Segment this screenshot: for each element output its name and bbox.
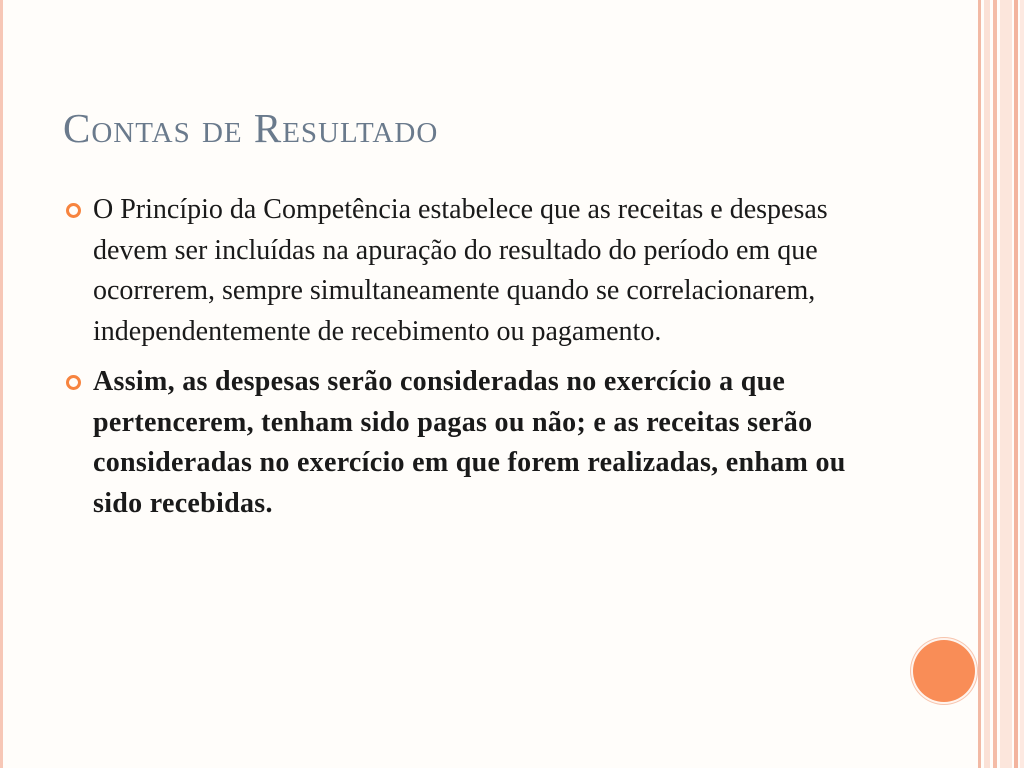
right-stripe	[993, 0, 997, 768]
bullet-list	[66, 190, 856, 534]
right-stripe	[1020, 0, 1024, 768]
bullet-circle-icon	[66, 375, 81, 390]
right-stripe	[1000, 0, 1012, 768]
right-stripe	[1014, 0, 1018, 768]
bullet-item	[66, 190, 856, 352]
bullet-text: O Princípio da Competência estabelece que as receitas e despesas devem ser incluídas na apuração do resultado do período em que ocorrerem, sempre simultaneamente quando se correlacionarem, independentemente de recebimento ou pagamento.	[93, 194, 828, 347]
bullet-text: Assim, as despesas serão consideradas no exercício a que pertencerem, tenham sido pagas ou não; e as receitas serão consideradas no exercício em que forem realizadas, enham ou sido recebidas.	[93, 366, 846, 519]
right-stripe	[984, 0, 990, 768]
bullet-item	[66, 362, 856, 524]
left-border-line	[0, 0, 3, 768]
right-stripe	[978, 0, 981, 768]
bullet-circle-icon	[66, 203, 81, 218]
slide-title: Contas de Resultado	[63, 105, 439, 151]
decorative-circle	[913, 640, 975, 702]
